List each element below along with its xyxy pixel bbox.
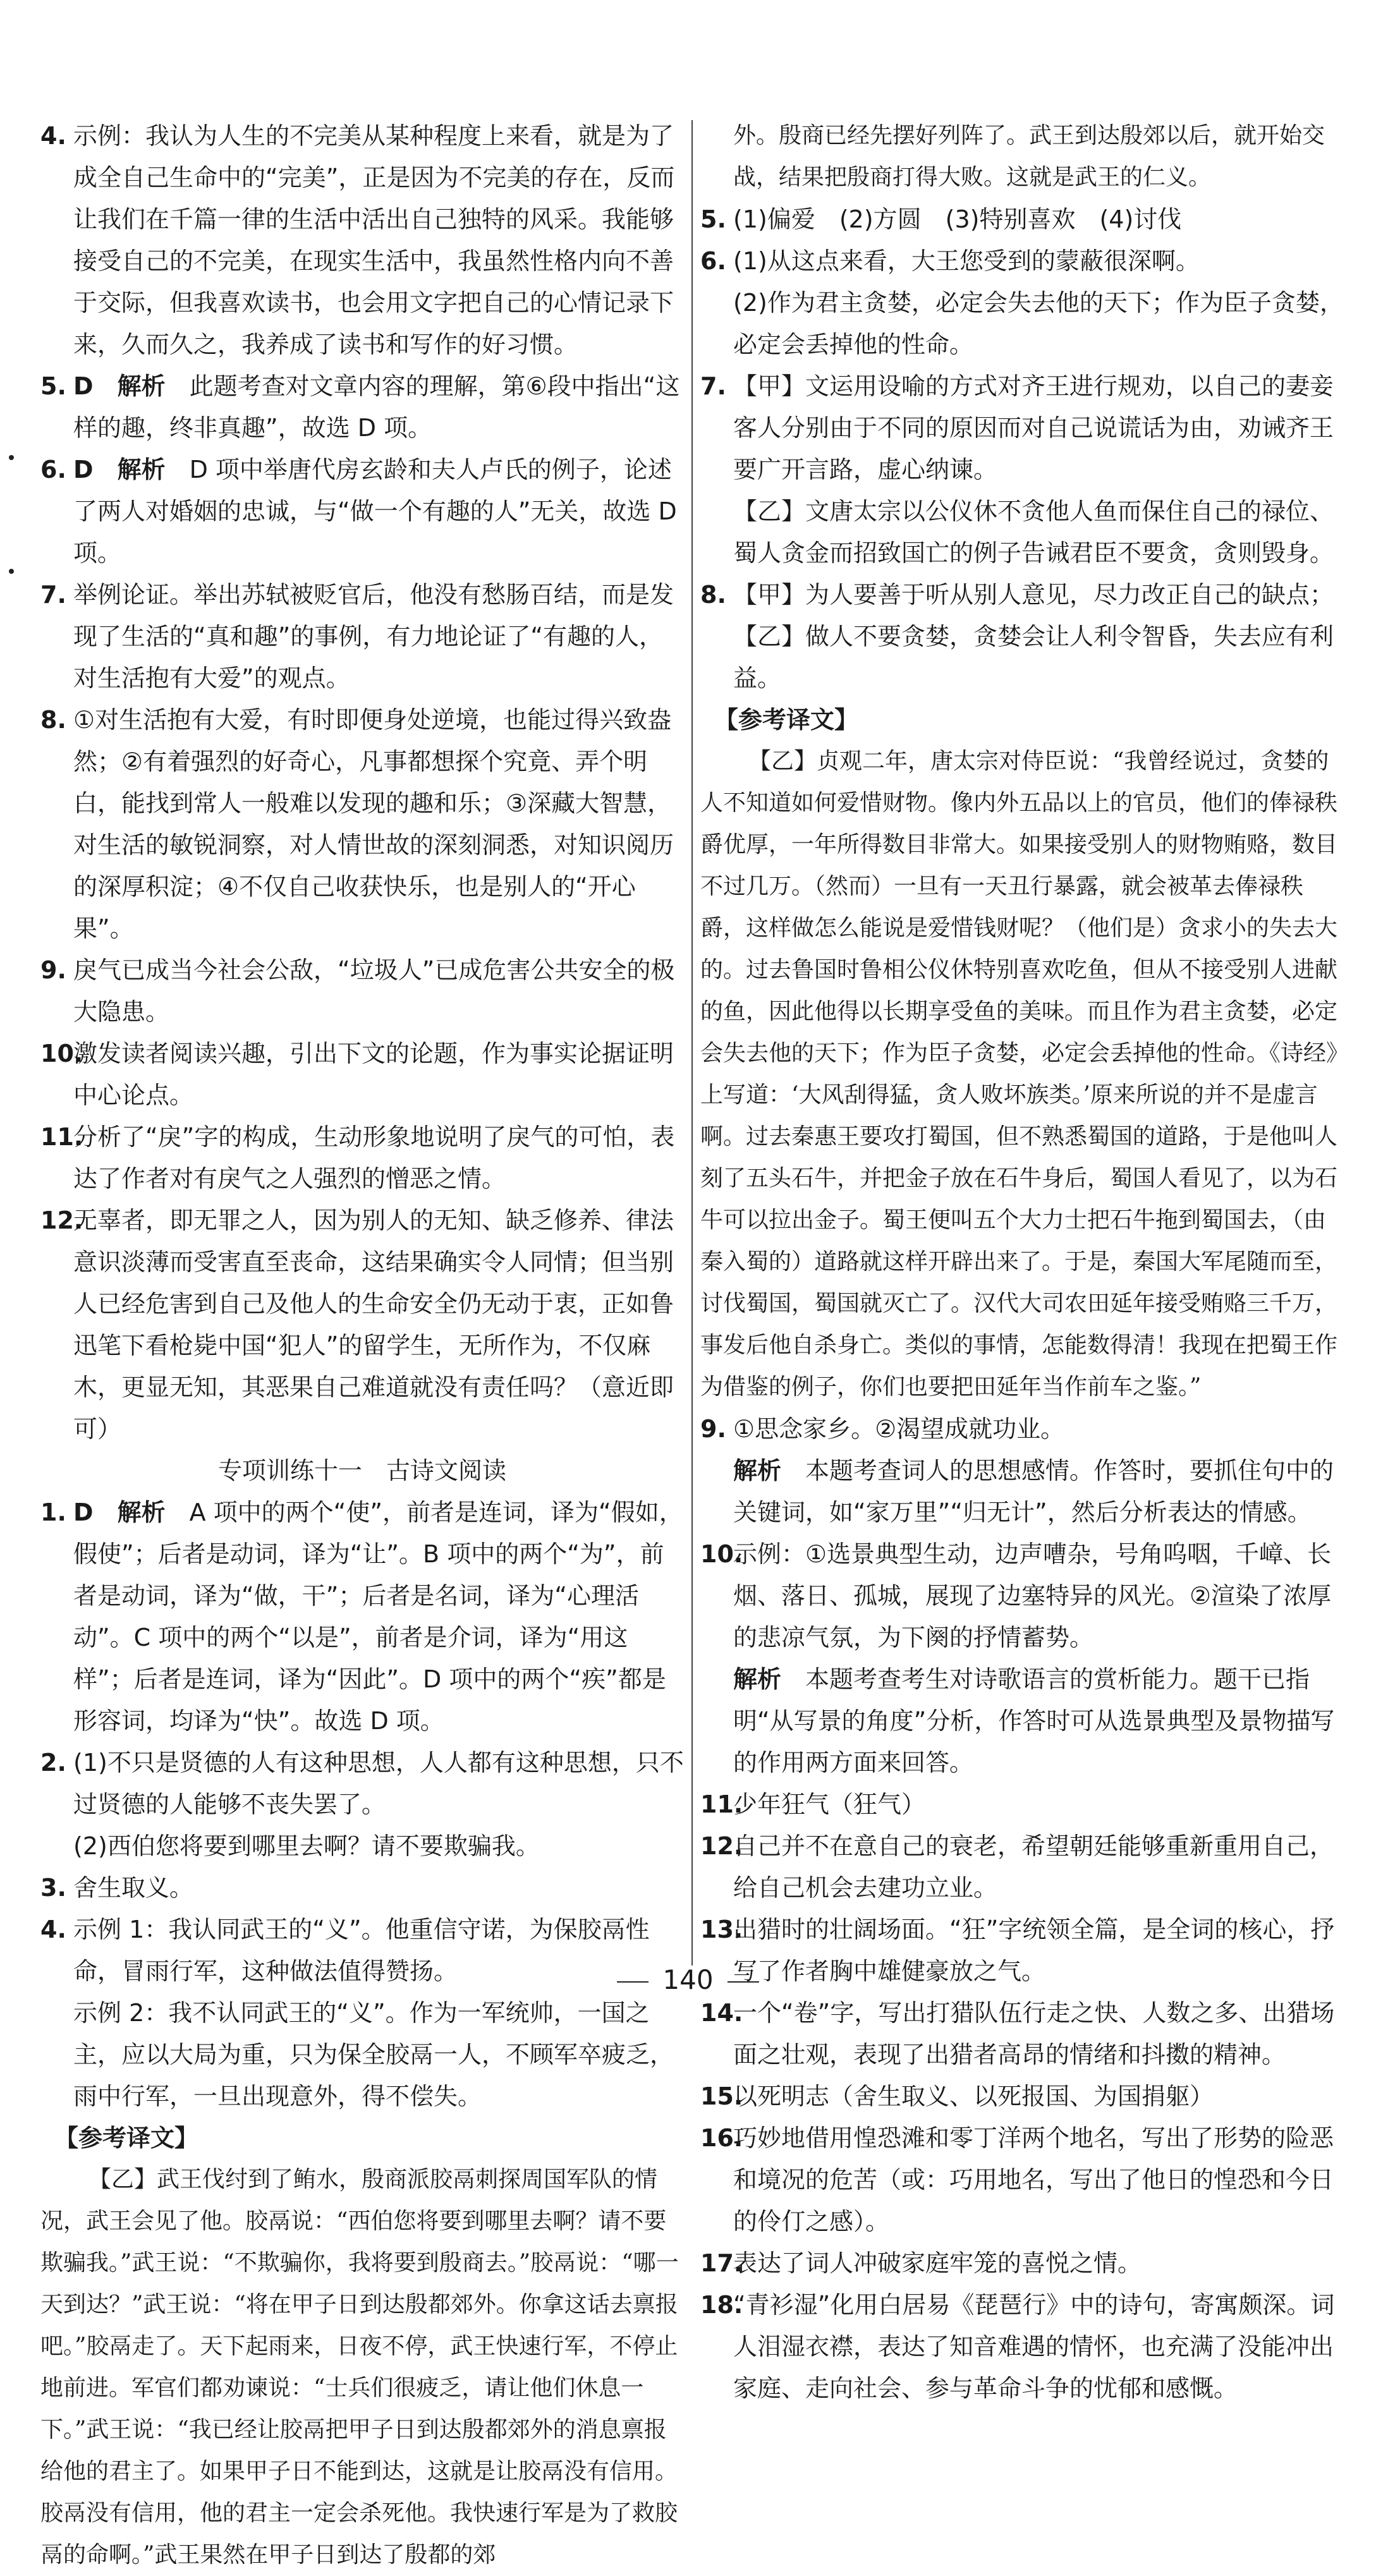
answer-letter: D: [73, 1498, 94, 1526]
item-text: 自己并不在意自己的衰老，希望朝廷能够重新重用自己，给自己机会去建功立业。: [733, 1832, 1334, 1902]
answer-item-s3: [40, 1867, 684, 1909]
item-text: 示例 2：我不认同武王的“义”。作为一军统帅，一国之主，应以大局为重，只为保全胶鬲一人，不顾军卒疲乏，雨中行军，一旦出现意外，得不偿失。: [73, 1999, 674, 2110]
item-number: 4.: [40, 1916, 66, 1943]
answer-item-s6: [700, 240, 1345, 365]
item-text: 示例：我认为人生的不完美从某种程度上来看，就是为了成全自己生命中的“完美”，正是因为不完美的存在，反而让我们在千篇一律的生活中活出自己独特的风采。我能够接受自己的不完美，在现实生活中，我虽然性格内向不善于交际，但我喜欢读书，也会用文字把自己的心情记录下来，久而久之，我养成了读书和写作的好习惯。: [73, 122, 675, 358]
answer-item-s11: [700, 1783, 1345, 1825]
item-number: 4.: [40, 122, 66, 150]
item-number: 6.: [40, 456, 66, 483]
item-text: 【甲】文运用设喻的方式对齐王进行规劝，以自己的妻妾客人分别由于不同的原因而对自己说谎话为由，劝诫齐王要广开言路，虚心纳谏。: [733, 372, 1334, 483]
item-number: 5.: [40, 372, 66, 400]
analysis: [733, 1450, 1345, 1533]
column-divider: [691, 120, 693, 1965]
translation-continued: 外。殷商已经先摆好列阵了。武王到达殷郊以后，就开始交战，结果把殷商打得大败。这就是武王的仁义。: [733, 123, 1325, 190]
item-number: 11.: [40, 1123, 83, 1151]
item-text: (2)作为君主贪婪，必定会失去他的天下；作为臣子贪婪，必定会丢掉他的性命。: [733, 289, 1344, 358]
item-text: D 项中举唐代房玄龄和夫人卢氏的例子，论述了两人对婚姻的忠诚，与“做一个有趣的人”无关，故选 D 项。: [73, 456, 677, 567]
analysis-label: 解析: [117, 1498, 166, 1526]
item-text: 【甲】为人要善于听从别人意见，尽力改正自己的缺点；: [733, 581, 1334, 609]
item-number: 1.: [40, 1498, 66, 1526]
page-footer: [0, 1964, 1376, 1995]
item-number: 7.: [700, 372, 726, 400]
item-number: 11.: [700, 1790, 743, 1818]
item-text: 激发读者阅读兴趣，引出下文的论题，作为事实论据证明中心论点。: [73, 1040, 674, 1109]
item-text: 少年狂气（狂气）: [733, 1790, 926, 1818]
right-column: [700, 115, 1345, 2409]
answer-item-s2: [40, 1742, 684, 1867]
item-number: 17.: [700, 2249, 743, 2277]
item-text: 以死明志（舍生取义、以死报国、为国捐躯）: [733, 2082, 1214, 2110]
item-text: 此题考查对文章内容的理解，第⑥段中指出“这样的趣，终非真趣”，故选 D 项。: [73, 372, 680, 442]
footer-dash: [617, 1981, 648, 1983]
item-number: 10.: [700, 1540, 743, 1568]
analysis-label: 解析: [117, 372, 166, 400]
answer-item-s12: [700, 1825, 1345, 1909]
footer-dash: [728, 1981, 759, 1983]
item-text: 表达了词人冲破家庭牢笼的喜悦之情。: [733, 2249, 1142, 2277]
item-number: 9.: [40, 956, 66, 984]
answer-item-s4: [40, 1909, 684, 2117]
item-number: 12.: [700, 1832, 743, 1860]
answer-item-4: [40, 115, 684, 365]
answer-item-s16: [700, 2117, 1345, 2242]
answer-item-6: [40, 449, 684, 574]
item-text: (1)不只是贤德的人有这种思想，人人都有这种思想，只不过贤德的人能够不丧失罢了。: [73, 1749, 684, 1818]
item-text: 示例：①选景典型生动，边声嘈杂，号角呜咽，千嶂、长烟、落日、孤城，展现了边塞特异的风光。②渲染了浓厚的悲凉气氛，为下阕的抒情蓄势。: [733, 1540, 1332, 1651]
item-text: 【乙】做人不要贪婪，贪婪会让人利令智昏，失去应有利益。: [733, 623, 1334, 692]
item-text: 一个“卷”字，写出打猎队伍行走之快、人数之多、出猎场面之壮观，表现了出猎者高昂的情绪和抖擞的精神。: [733, 1999, 1335, 2069]
answer-item-8: [40, 699, 684, 949]
answer-item-s14: [700, 1992, 1345, 2075]
item-text: 举例论证。举出苏轼被贬官后，他没有愁肠百结，而是发现了生活的“真和趣”的事例，有力地论证了“有趣的人，对生活抱有大爱”的观点。: [73, 581, 674, 692]
answer-item-7: [40, 574, 684, 699]
item-text: 示例 1：我认同武王的“义”。他重信守诺，为保胶鬲性命，冒雨行军，这种做法值得赞扬。: [73, 1916, 650, 1985]
item-number: 13.: [700, 1916, 743, 1943]
item-number: 12.: [40, 1206, 83, 1234]
item-number: 15.: [700, 2082, 743, 2110]
item-text: (1)从这点来看，大王您受到的蒙蔽很深啊。: [733, 247, 1200, 275]
answer-item-5: [40, 365, 684, 449]
item-text: (1)偏爱 (2)方圆 (3)特别喜欢 (4)讨伐: [733, 205, 1182, 233]
analysis-text: 本题考查考生对诗歌语言的赏析能力。题干已指明“从写景的角度”分析，作答时可从选景典型及景物描写的作用两方面来回答。: [733, 1665, 1335, 1777]
left-column: [40, 115, 684, 2576]
item-number: 8.: [700, 581, 726, 609]
answer-letter: D: [73, 456, 94, 483]
answer-item-s17: [700, 2242, 1345, 2284]
answer-item-s1: [40, 1492, 684, 1742]
answer-item-12: [40, 1200, 684, 1450]
item-number: 2.: [40, 1749, 66, 1777]
item-text: A 项中的两个“使”，前者是连词，译为“假如，假使”；后者是动词，译为“让”。B 项中的两个“为”，前者是动词，译为“做，干”；后者是名词，译为“心理活动”。C 项中的两个“以是”，前者是介词，译为“用这样”；后者是连词，译为“因此”。D 项中的两个“疾”都是形容词，均译为“快”。故选 D 项。: [73, 1498, 683, 1735]
analysis-label: 解析: [733, 1665, 782, 1693]
reference-translation: 【乙】武王伐纣到了鲔水，殷商派胶鬲刺探周国军队的情况，武王会见了他。胶鬲说：“西伯您将要到哪里去啊？请不要欺骗我。”武王说：“不欺骗你，我将要到殷商去。”胶鬲说：“哪一天到达？”武王说：“将在甲子日到达殷都郊外。你拿这话去禀报吧。”胶鬲走了。天下起雨来，日夜不停，武王快速行军，不停止地前进。军官们都劝谏说：“士兵们很疲乏，请让他们休息一下。”武王说：“我已经让胶鬲把甲子日到达殷都郊外的消息禀报给他的君主了。如果甲子日不能到达，这就是让胶鬲没有信用。胶鬲没有信用，他的君主一定会杀死他。我快速行军是为了救胶鬲的命啊。”武王果然在甲子日到达了殷都的郊: [40, 2166, 679, 2568]
analysis-label: 解析: [733, 1457, 782, 1485]
item-number: 3.: [40, 1874, 66, 1902]
item-number: 7.: [40, 581, 66, 609]
section-title: 专项训练十一 古诗文阅读: [217, 1457, 506, 1485]
item-text: 巧妙地借用惶恐滩和零丁洋两个地名，写出了形势的险恶和境况的危苦（或：巧用地名，写出了他日的惶恐和今日的伶仃之感）。: [733, 2124, 1334, 2235]
analysis-text: 本题考查词人的思想感情。作答时，要抓住句中的关键词，如“家万里”“归无计”，然后分析表达的情感。: [733, 1457, 1334, 1526]
item-text: 戾气已成当今社会公敌，“垃圾人”已成危害公共安全的极大隐患。: [73, 956, 675, 1026]
answer-item-s10: [700, 1533, 1345, 1783]
margin-dot: [9, 455, 14, 460]
answer-item-s18: [700, 2284, 1345, 2409]
analysis: [733, 1658, 1345, 1783]
item-text: ①对生活抱有大爱，有时即便身处逆境，也能过得兴致盎然；②有着强烈的好奇心，凡事都想探个究竟、弄个明白，能找到常人一般难以发现的趣和乐；③深藏大智慧，对生活的敏锐洞察，对人情世故的深刻洞悉，对知识阅历的深厚积淀；④不仅自己收获快乐，也是别人的“开心果”。: [73, 706, 674, 942]
analysis-label: 解析: [117, 456, 166, 483]
reference-translation-label: 【参考译文】: [54, 2124, 199, 2152]
item-text: ①思念家乡。②渴望成就功业。: [733, 1415, 1065, 1443]
answer-item-10: [40, 1033, 684, 1116]
item-number: 5.: [700, 205, 726, 233]
item-number: 6.: [700, 247, 726, 275]
answer-item-9: [40, 949, 684, 1033]
reference-translation-label: 【参考译文】: [714, 706, 859, 734]
answer-item-11: [40, 1116, 684, 1200]
item-number: 9.: [700, 1415, 726, 1443]
item-text: 【乙】文唐太宗以公仪休不贪他人鱼而保住自己的禄位、蜀人贪金而招致国亡的例子告诫君臣不要贪，贪则毁身。: [733, 497, 1334, 567]
answer-item-s15: [700, 2075, 1345, 2117]
item-text: 分析了“戾”字的构成，生动形象地说明了戾气的可怕，表达了作者对有戾气之人强烈的憎恶之情。: [73, 1123, 675, 1193]
reference-translation: 【乙】贞观二年，唐太宗对侍臣说：“我曾经说过，贪婪的人不知道如何爱惜财物。像内外五品以上的官员，他们的俸禄秩爵优厚，一年所得数目非常大。如果接受别人的财物贿赂，数目不过几万。（然而）一旦有一天丑行暴露，就会被革去俸禄秩爵，这样做怎么能说是爱惜钱财呢？（他们是）贪求小的失去大的。过去鲁国时鲁相公仪休特别喜欢吃鱼，但从不接受别人进献的鱼，因此他得以长期享受鱼的美味。而且作为君主贪婪，必定会失去他的天下；作为臣子贪婪，必定会丢掉他的性命。《诗经》上写道：‘大风刮得猛，贪人败坏族类。’原来所说的并不是虚言啊。过去秦惠王要攻打蜀国，但不熟悉蜀国的道路，于是他叫人刻了五头石牛，并把金子放在石牛身后，蜀国人看见了，以为石牛可以拉出金子。蜀王便叫五个大力士把石牛拖到蜀国去，（由秦入蜀的）道路就这样开辟出来了。于是，秦国大军尾随而至，讨伐蜀国，蜀国就灭亡了。汉代大司农田延年接受贿赂三千万，事发后他自杀身亡。类似的事情，怎能数得清！我现在把蜀王作为借鉴的例子，你们也要把田延年当作前车之鉴。”: [700, 748, 1338, 1400]
item-text: 出猎时的壮阔场面。“狂”字统领全篇，是全词的核心，抒写了作者胸中雄健豪放之气。: [733, 1916, 1335, 1985]
item-text: (2)西伯您将要到哪里去啊？请不要欺骗我。: [73, 1832, 540, 1860]
page-number: 140: [662, 1964, 714, 1995]
item-number: 8.: [40, 706, 66, 734]
answer-letter: D: [73, 372, 94, 400]
margin-dot: [9, 569, 14, 574]
item-number: 10.: [40, 1040, 83, 1067]
item-number: 14.: [700, 1999, 743, 2027]
item-text: 舍生取义。: [73, 1874, 194, 1902]
answer-item-s9: [700, 1408, 1345, 1533]
item-number: 18.: [700, 2291, 743, 2319]
item-text: “青衫湿”化用白居易《琵琶行》中的诗句，寄寓颇深。词人泪湿衣襟，表达了知音难遇的情怀，也充满了没能冲出家庭、走向社会、参与革命斗争的忧郁和感慨。: [733, 2291, 1335, 2402]
answer-item-s5: [700, 198, 1345, 240]
answer-item-s8: [700, 574, 1345, 699]
item-number: 16.: [700, 2124, 743, 2152]
answer-item-s7: [700, 365, 1345, 574]
item-text: 无辜者，即无罪之人，因为别人的无知、缺乏修养、律法意识淡薄而受害直至丧命，这结果确实令人同情；但当别人已经危害到自己及他人的生命安全仍无动于衷，正如鲁迅笔下看枪毙中国“犯人”的留学生，无所作为，不仅麻木，更显无知，其恶果自己难道就没有责任吗？（意近即可）: [73, 1206, 674, 1443]
